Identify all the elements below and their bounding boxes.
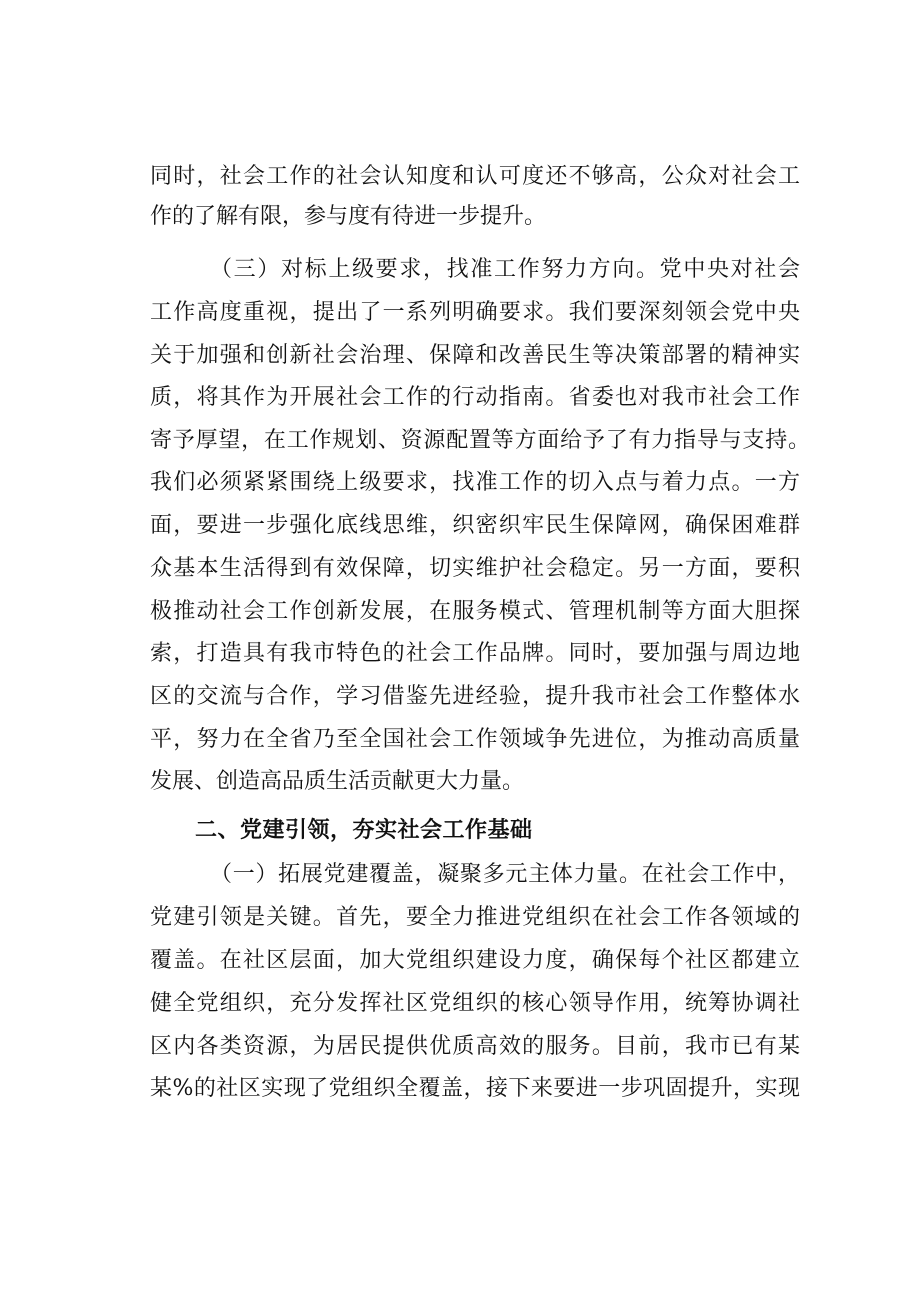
paragraph-line: 寄予厚望，在工作规划、资源配置等方面给予了有力指导与支持。	[150, 428, 810, 453]
paragraph-line: （一）拓展党建覆盖，凝聚多元主体力量。在社会工作中，	[210, 862, 800, 887]
paragraph-line: 平，努力在全省乃至全国社会工作领域争先进位，为推动高质量	[150, 727, 800, 752]
paragraph-line: 同时，社会工作的社会认知度和认可度还不够高，公众对社会工	[150, 164, 800, 189]
paragraph-line: 极推动社会工作创新发展，在服务模式、管理机制等方面大胆探	[150, 599, 800, 624]
paragraph-line: 覆盖。在社区层面，加大党组织建设力度，确保每个社区都建立	[150, 948, 800, 973]
paragraph-line: 众基本生活得到有效保障，切实维护社会稳定。另一方面，要积	[150, 556, 800, 581]
paragraph-line: 我们必须紧紧围绕上级要求，找准工作的切入点与着力点。一方	[150, 470, 800, 495]
paragraph-line: 关于加强和创新社会治理、保障和改善民生等决策部署的精神实	[150, 343, 800, 368]
paragraph-line: 健全党组织，充分发挥社区党组织的核心领导作用，统筹协调社	[150, 991, 800, 1016]
paragraph-line: 发展、创造高品质生活贡献更大力量。	[150, 769, 525, 794]
section-heading: 二、党建引领，夯实社会工作基础	[195, 818, 533, 843]
paragraph-line: 区的交流与合作，学习借鉴先进经验，提升我市社会工作整体水	[150, 684, 800, 709]
paragraph-line: 区内各类资源，为居民提供优质高效的服务。目前，我市已有某	[150, 1034, 800, 1059]
paragraph-line: 工作高度重视，提出了一系列明确要求。我们要深刻领会党中央	[150, 300, 800, 325]
paragraph-line: 党建引领是关键。首先，要全力推进党组织在社会工作各领域的	[150, 905, 800, 930]
paragraph-line: 质，将其作为开展社会工作的行动指南。省委也对我市社会工作	[150, 385, 800, 410]
paragraph-line: 索，打造具有我市特色的社会工作品牌。同时，要加强与周边地	[150, 641, 800, 666]
paragraph-line: 面，要进一步强化底线思维，织密织牢民生保障网，确保困难群	[150, 513, 800, 538]
paragraph-line: 某%的社区实现了党组织全覆盖，接下来要进一步巩固提升，实现	[150, 1076, 800, 1101]
paragraph-line: 作的了解有限，参与度有待进一步提升。	[150, 204, 547, 229]
paragraph-line: （三）对标上级要求，找准工作努力方向。党中央对社会	[210, 257, 800, 282]
